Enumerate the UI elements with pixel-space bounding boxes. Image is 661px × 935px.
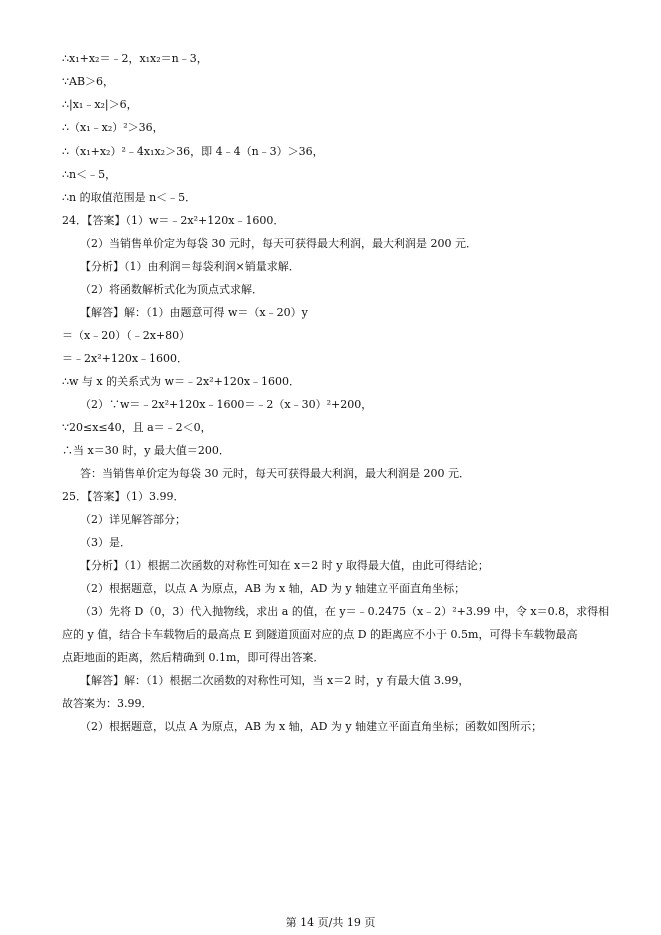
text-line: ∴当 x＝30 时，y 最大值＝200． xyxy=(62,444,230,457)
text-line: 答：当销售单价定为每袋 30 元时，每天可获得最大利润，最大利润是 200 元． xyxy=(80,467,470,480)
text-line: 应的 y 值，结合卡车载物后的最高点 E 到隧道顶面对应的点 D 的距离应不小于 0.5m，可得卡车载物最高 xyxy=(62,628,578,641)
text-line: ∴（x₁﹣x₂）²＞36， xyxy=(62,121,164,134)
text-line: ∴n＜﹣5， xyxy=(62,168,117,181)
page-footer: 第 14 页/共 19 页 xyxy=(285,916,376,929)
text-line: （2）根据题意，以点 A 为原点，AB 为 x 轴，AD 为 y 轴建立平面直角坐标；函数如图所示； xyxy=(80,720,543,733)
text-line: （2）根据题意，以点 A 为原点，AB 为 x 轴，AD 为 y 轴建立平面直角坐标； xyxy=(80,582,466,595)
solution-heading: 【解答】解：（1）根据二次函数的对称性可知，当 x＝2 时，y 有最大值 3.99， xyxy=(80,674,470,687)
text-line: ∴|x₁﹣x₂|＞6， xyxy=(62,98,138,111)
text-line: ＝﹣2x²+120x﹣1600． xyxy=(62,352,189,365)
text-line: ＝（x﹣20）（﹣2x+80） xyxy=(62,329,191,342)
question-25-answer: 25．【答案】（1）3.99． xyxy=(62,490,185,503)
text-line: （2）详见解答部分； xyxy=(80,513,186,526)
text-line: ∵AB＞6， xyxy=(62,75,115,88)
text-line: （2）当销售单价定为每袋 30 元时，每天可获得最大利润，最大利润是 200 元． xyxy=(80,237,477,250)
text-line: ∴n 的取值范围是 n＜﹣5． xyxy=(62,191,197,204)
question-24-answer: 24．【答案】（1）w＝﹣2x²+120x﹣1600． xyxy=(62,214,285,227)
text-line: ∴w 与 x 的关系式为 w＝﹣2x²+120x﹣1600． xyxy=(62,375,301,388)
text-line: 故答案为：3.99． xyxy=(62,697,153,710)
analysis-heading: 【分析】（1）由利润＝每袋利润×销量求解． xyxy=(80,260,300,273)
analysis-heading: 【分析】（1）根据二次函数的对称性可知在 x＝2 时 y 取得最大值，由此可得结论； xyxy=(80,559,489,572)
solution-heading: 【解答】解：（1）由题意可得 w＝（x﹣20）y xyxy=(80,306,308,319)
text-line: （2）∵w＝﹣2x²+120x﹣1600＝﹣2（x﹣30）²+200， xyxy=(80,398,373,411)
text-line: ∴x₁+x₂＝﹣2，x₁x₂＝n﹣3， xyxy=(62,52,208,65)
text-line: 点距地面的距离，然后精确到 0.1m，即可得出答案． xyxy=(62,651,325,664)
text-line: （2）将函数解析式化为顶点式求解． xyxy=(80,283,263,296)
text-line: ∵20≤x≤40，且 a＝﹣2＜0， xyxy=(62,421,212,434)
text-line: ∴（x₁+x₂）²﹣4x₁x₂＞36，即 4﹣4（n﹣3）＞36， xyxy=(62,145,324,158)
text-line: （3）是． xyxy=(80,536,131,549)
text-line: （3）先将 D（0，3）代入抛物线，求出 a 的值，在 y＝﹣0.2475（x﹣2）²+3.99 中，令 x＝0.8，求得相 xyxy=(80,605,610,618)
